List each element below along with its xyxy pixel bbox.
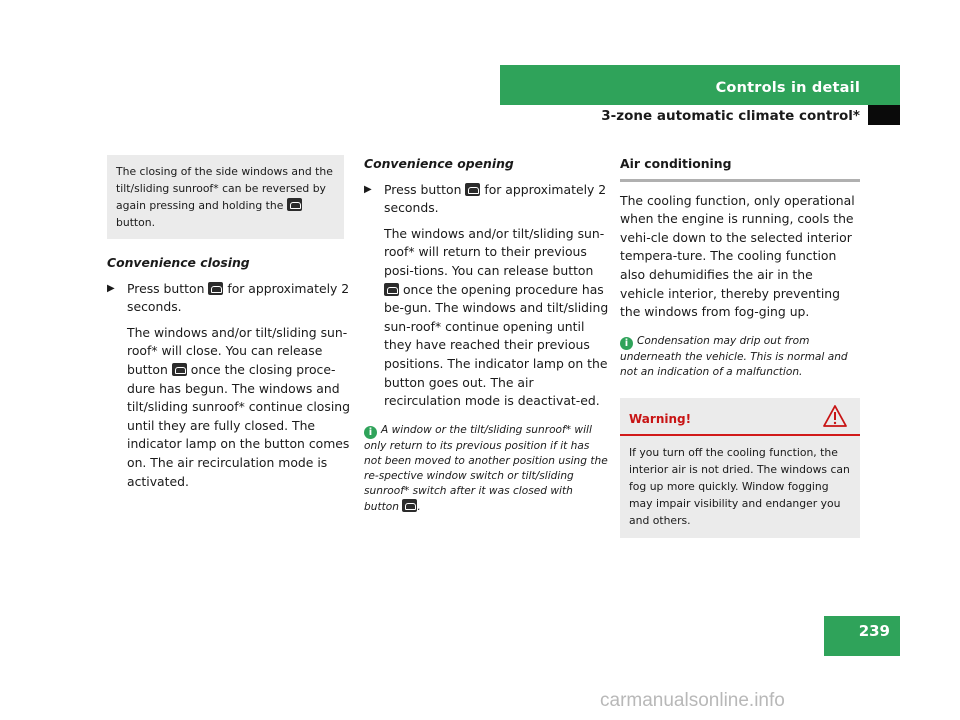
step-opening [364,181,609,218]
warning-triangle-icon [822,404,848,428]
info-icon: i [364,426,377,439]
info-text-end: . [417,500,421,513]
convenience-opening-heading: Convenience opening [364,156,514,171]
paragraph-text-end: once the closing proce-dure has begun. The windows and tilt/sliding sunroof* continue closing until they are fully closed. The indicator lamp on the button comes on. The air recirculation mode is activated. [127,361,350,489]
opening-info-note [364,423,609,515]
warning-header [620,398,860,436]
step-text: Press button [127,280,205,296]
air-conditioning-heading: Air conditioning [620,155,860,182]
note-text-end: button. [116,216,156,229]
triangle-right-icon: ▶ [107,282,115,294]
page-number: 239 [858,622,890,640]
paragraph-text: The windows and/or tilt/sliding sun-roof* will return to their previous posi-tions. You can release button [384,225,605,278]
paragraph-text-end: once the opening procedure has be-gun. The windows and tilt/sliding sun-roof* continue opening until they have reached their previous positions. The indicator lamp on the button goes out. The air recirculation mode is deactivat-ed. [384,281,609,409]
left-column [107,155,352,491]
convenience-key-icon [465,183,480,196]
convenience-key-icon [172,363,187,376]
info-text: Condensation may drip out from underneath the vehicle. This is normal and not an indication of a malfunction. [620,334,848,378]
air-conditioning-paragraph: The cooling function, only operational when the engine is running, cools the vehi-cle down to the selected interior tempera-ture. The cooling function also dehumidifies the air in the vehicle interior, thereby preventing the windows from fog-ging up. [620,192,855,320]
convenience-closing-heading: Convenience closing [107,255,250,270]
paragraph-text: The windows and/or tilt/sliding sun-roof* will close. You can release button [127,324,348,377]
step-closing [107,280,352,317]
info-text: A window or the tilt/sliding sunroof* will only return to its previous position if it has not been moved to another position using the re-spective window switch or tilt/sliding sunroof* switch after it was closed with button [364,423,608,513]
warning-box [620,398,860,538]
watermark: carmanualsonline.info [600,690,785,711]
closing-paragraph [107,324,352,491]
warning-text: If you turn off the cooling function, the interior air is not dried. The windows can fog up more quickly. Window fogging may impair visibility and endanger you and others. [629,445,850,527]
convenience-key-icon [402,499,417,512]
convenience-key-icon [384,283,399,296]
note-text: The closing of the side windows and the tilt/sliding sunroof* can be reversed by again pressing and holding the [116,165,333,212]
page-subtitle: 3-zone automatic climate control* [601,108,860,124]
header-title: Controls in detail [715,80,860,96]
step-text: Press button [384,181,462,197]
middle-column [364,155,609,515]
page-number-box [824,616,900,656]
opening-paragraph [364,225,609,411]
triangle-right-icon: ▶ [364,183,372,195]
condensation-info-note [620,334,860,380]
note-box [107,155,344,239]
info-icon: i [620,337,633,350]
step-text-end: for approximately 2 seconds. [384,181,607,216]
convenience-key-icon [208,282,223,295]
header-tab [868,105,900,125]
header-bar [500,65,900,105]
convenience-key-icon [287,198,302,211]
warning-title: Warning! [629,411,692,426]
right-column [620,155,860,538]
step-text-end: for approximately 2 seconds. [127,280,350,315]
